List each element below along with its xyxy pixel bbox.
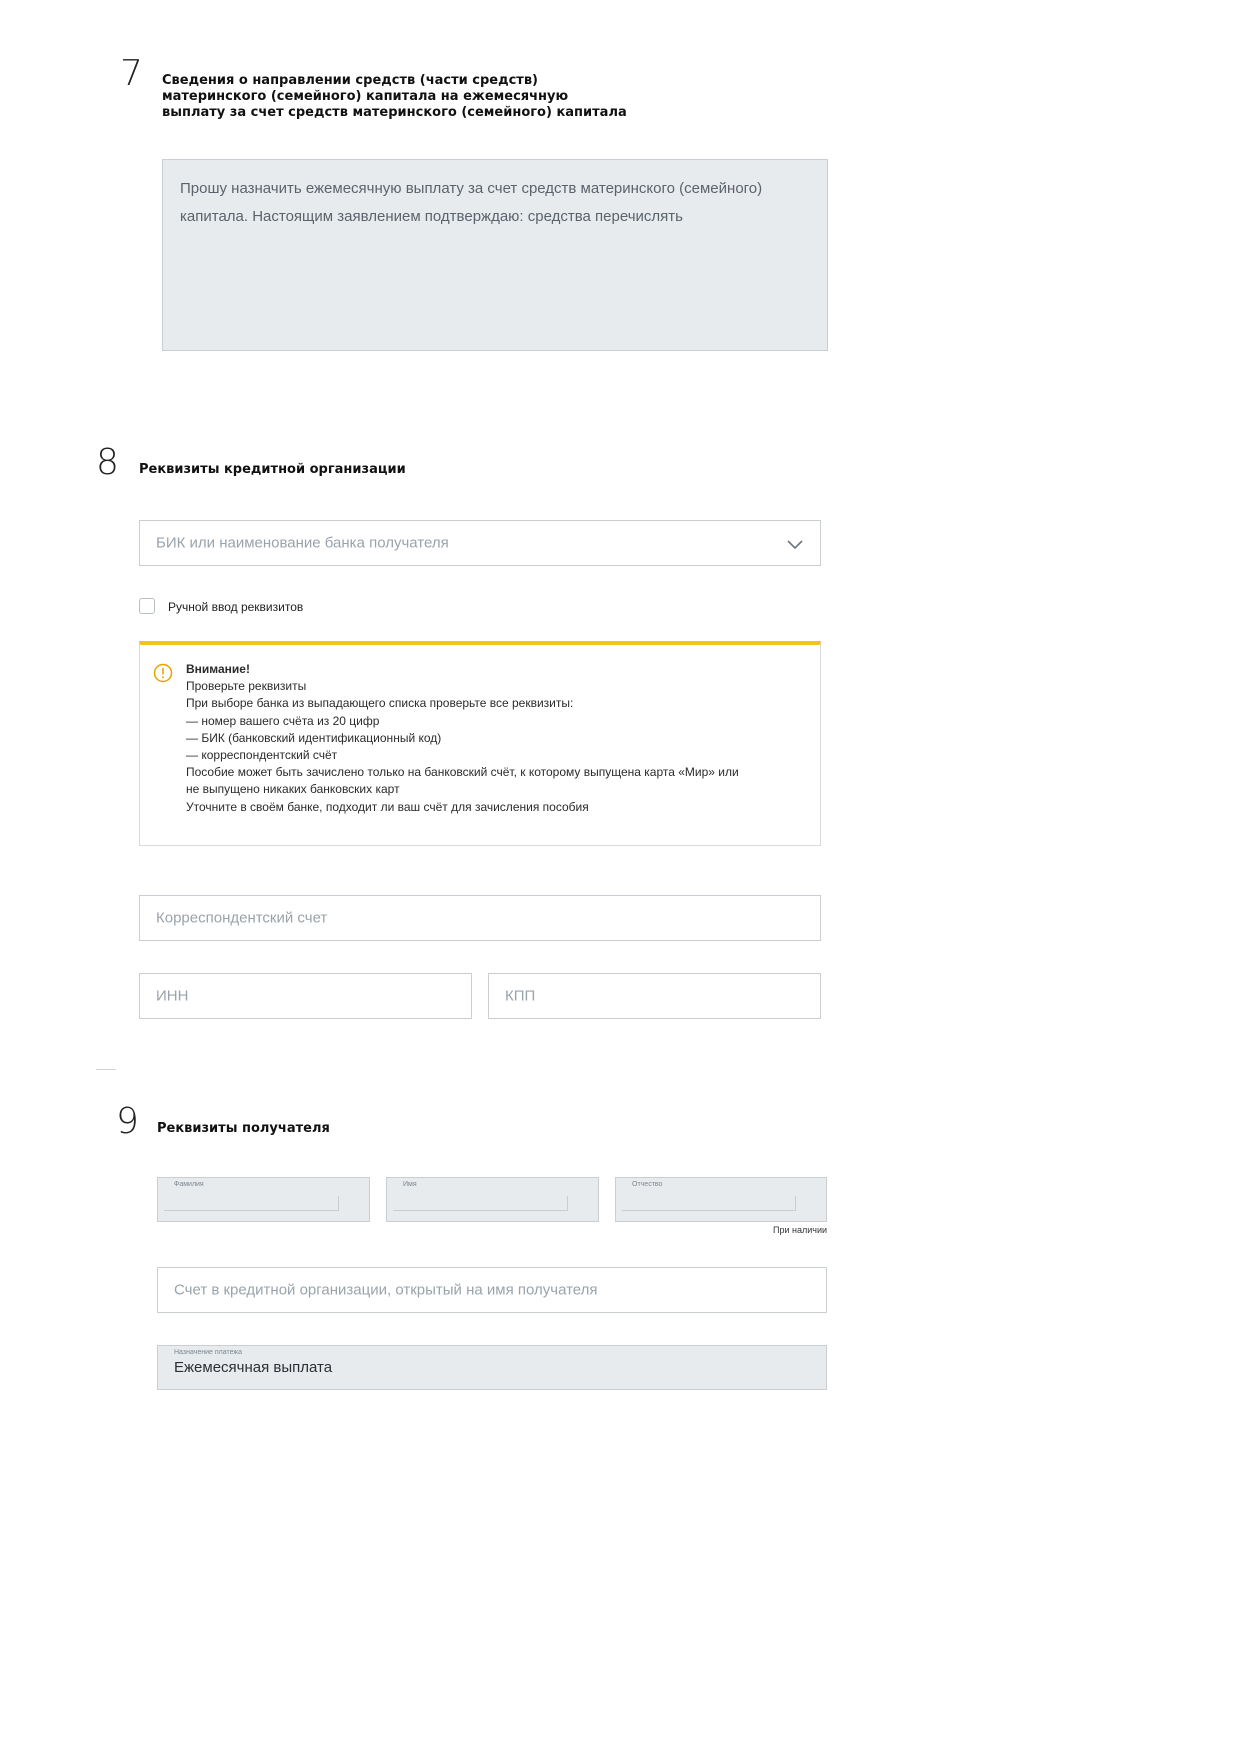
warning-line: При выборе банка из выпадающего списка проверьте все реквизиты: <box>186 696 574 711</box>
manual-entry-checkbox[interactable] <box>139 598 155 614</box>
statement-line: капитала. Настоящим заявлением подтверждаю: средства перечислять <box>180 208 683 225</box>
surname-label: Фамилия <box>174 1181 204 1188</box>
kpp-placeholder: КПП <box>505 987 536 1005</box>
patronymic-hint: При наличии <box>773 1225 827 1235</box>
bank-select[interactable] <box>139 520 821 566</box>
manual-entry-label: Ручной ввод реквизитов <box>168 600 304 614</box>
warning-box <box>139 641 821 846</box>
inn-input[interactable] <box>139 973 472 1019</box>
corr-account-placeholder: Корреспондентский счет <box>156 909 328 927</box>
name-input-line <box>393 1196 568 1211</box>
payment-purpose-field <box>157 1345 827 1390</box>
warning-line: — БИК (банковский идентификационный код) <box>186 730 442 745</box>
inn-placeholder: ИНН <box>156 987 189 1005</box>
patronymic-label: Отчество <box>632 1181 663 1188</box>
section-number-7: 7 <box>120 53 143 94</box>
payment-purpose-label: Назначение платежа <box>174 1349 242 1356</box>
warning-line: Пособие может быть зачислено только на банковский счёт, к которому выпущена карта «Мир» или <box>186 765 739 780</box>
warning-line: — номер вашего счёта из 20 цифр <box>186 713 380 728</box>
warning-title: Внимание! <box>186 662 250 676</box>
surname-input-line <box>164 1196 339 1211</box>
patronymic-field[interactable] <box>615 1177 827 1222</box>
bank-select-placeholder: БИК или наименование банка получателя <box>156 534 449 552</box>
section-7-title-line: Сведения о направлении средств (части средств) <box>162 73 538 88</box>
statement-text-area[interactable] <box>162 159 828 351</box>
corr-account-input[interactable] <box>139 895 821 941</box>
patronymic-input-line <box>622 1196 796 1211</box>
section-7-title <box>162 73 627 121</box>
section-7-title-line: выплату за счет средств материнского (семейного) капитала <box>162 105 627 120</box>
section-number-9: 9 <box>116 1101 139 1142</box>
name-label: Имя <box>403 1181 417 1188</box>
warning-line: не выпущено никаких банковских карт <box>186 782 400 797</box>
section-9-title: Реквизиты получателя <box>157 1121 330 1136</box>
kpp-input[interactable] <box>488 973 821 1019</box>
section-number-8: 8 <box>96 442 119 483</box>
chevron-down-icon[interactable] <box>786 538 804 550</box>
section-7-title-line: материнского (семейного) капитала на ежемесячную <box>162 89 569 104</box>
warning-line: Уточните в своём банке, подходит ли ваш счёт для зачисления пособия <box>186 799 589 814</box>
statement-line: Прошу назначить ежемесячную выплату за счет средств материнского (семейного) <box>180 180 763 197</box>
warning-line: — корреспондентский счёт <box>186 748 338 763</box>
divider <box>96 1069 116 1070</box>
exclamation-circle-icon <box>153 663 173 683</box>
name-field[interactable] <box>386 1177 599 1222</box>
recipient-account-placeholder: Счет в кредитной организации, открытый на имя получателя <box>174 1281 598 1299</box>
payment-purpose-value: Ежемесячная выплата <box>174 1359 333 1376</box>
warning-line: Проверьте реквизиты <box>186 679 307 694</box>
recipient-account-input[interactable] <box>157 1267 827 1313</box>
section-8-title: Реквизиты кредитной организации <box>139 462 406 477</box>
surname-field[interactable] <box>157 1177 370 1222</box>
